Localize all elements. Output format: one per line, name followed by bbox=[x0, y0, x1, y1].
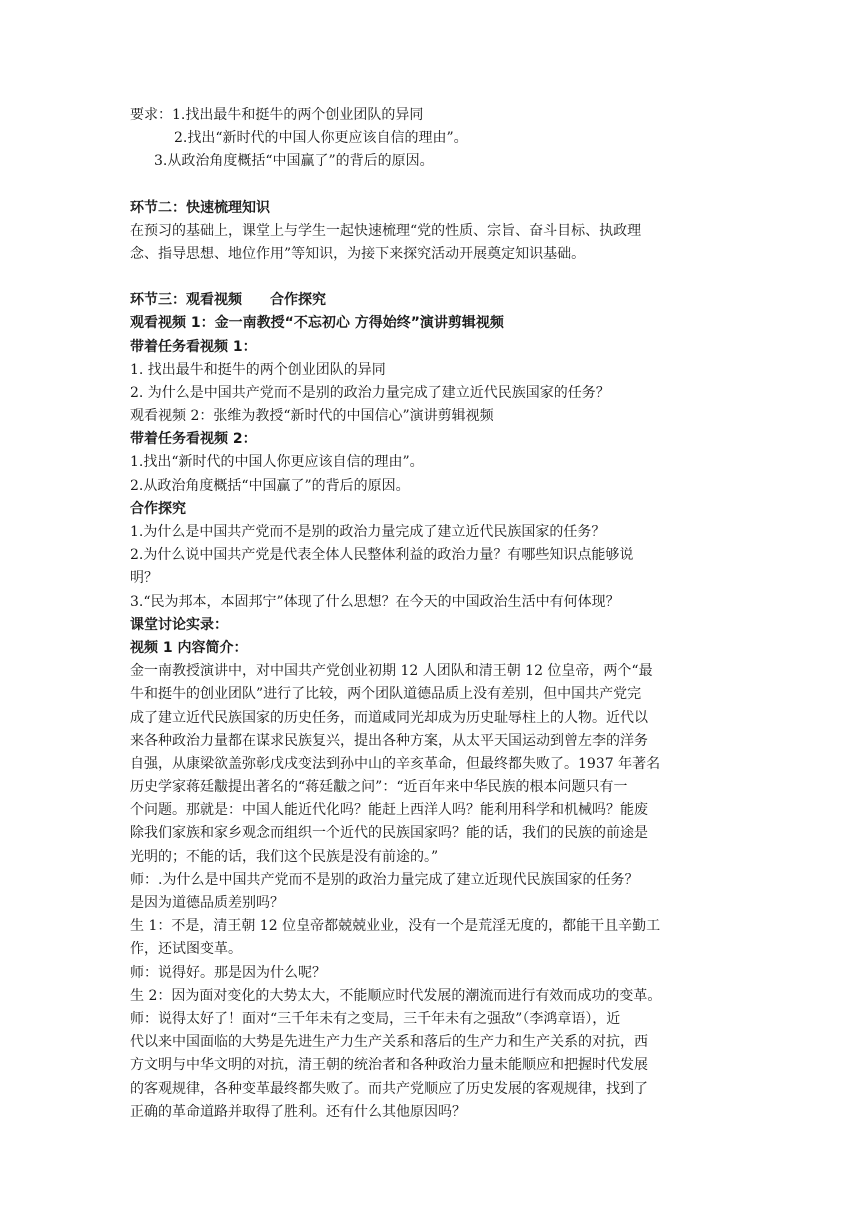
coop-item: 2.为什么说中国共产党是代表全体人民整体利益的政治力量？有哪些知识点能够说 bbox=[130, 547, 634, 564]
requirement-line-3: 3.从政治角度概括“中国赢了”的背后的原因。 bbox=[154, 153, 434, 170]
task1-item: 2. 为什么是中国共产党而不是别的政治力量完成了建立近代民族国家的任务？ bbox=[130, 384, 610, 401]
summary-line: 成了建立近代民族国家的历史任务，而道咸同光却成为历史耻辱柱上的人物。近代以 bbox=[130, 709, 648, 726]
task2-item: 2.从政治角度概括“中国赢了”的背后的原因。 bbox=[130, 477, 410, 494]
dialogue-line: 是因为道德品质差别吗？ bbox=[130, 895, 284, 911]
summary-line: 来各种政治力量都在谋求民族复兴，提出各种方案，从太平天国运动到曾左李的洋务 bbox=[130, 732, 648, 749]
section2-paragraph-line-1: 在预习的基础上，课堂上与学生一起快速梳理“党的性质、宗旨、奋斗目标、执政理 bbox=[130, 222, 642, 239]
section3-title: 环节三：观看视频 合作探究 bbox=[130, 292, 326, 309]
coop-item: 3.“民为邦本，本固邦宁”体现了什么思想？在今天的中国政治生活中有何体现？ bbox=[130, 593, 620, 610]
coop-item: 明？ bbox=[130, 570, 158, 587]
video2-title: 观看视频 2：张维为教授“新时代的中国信心”演讲剪辑视频 bbox=[130, 408, 494, 425]
summary-line: 金一南教授演讲中，对中国共产党创业初期 12 人团队和清王朝 12 位皇帝，两个“最 bbox=[130, 663, 653, 680]
task2-item: 1.找出“新时代的中国人你更应该自信的理由”。 bbox=[130, 454, 424, 471]
summary-line: 自强，从康梁欲盖弥彰戊戌变法到孙中山的辛亥革命，但最终都失败了。1937 年著名 bbox=[130, 755, 661, 772]
spacer bbox=[130, 266, 730, 289]
spacer bbox=[130, 174, 730, 197]
document-page bbox=[130, 104, 730, 1124]
summary-line: 光明的；不能的话，我们这个民族是没有前途的。” bbox=[130, 848, 439, 865]
requirement-line-2: 2.找出“新时代的中国人你更应该自信的理由”。 bbox=[174, 130, 468, 147]
summary-line: 个问题。那就是：中国人能近代化吗？能赶上西洋人吗？能利用科学和机械吗？能废 bbox=[130, 802, 648, 819]
dialogue-line: 方文明与中华文明的对抗，清王朝的统治者和各种政治力量未能顺应和把握时代发展 bbox=[130, 1057, 648, 1074]
requirement-line-1: 要求：1.找出最牛和挺牛的两个创业团队的异同 bbox=[130, 107, 424, 123]
dialogue-line: 代以来中国面临的大势是先进生产力生产关系和落后的生产力和生产关系的对抗，西 bbox=[130, 1034, 648, 1051]
coop-item: 1.为什么是中国共产党而不是别的政治力量完成了建立近代民族国家的任务？ bbox=[130, 524, 606, 540]
summary-line: 历史学家蒋廷黻提出著名的“蒋廷黻之问”：“近百年来中华民族的根本问题只有一 bbox=[130, 779, 628, 796]
coop-heading: 合作探究 bbox=[130, 500, 186, 517]
task2-heading: 带着任务看视频 2： bbox=[130, 431, 257, 448]
dialogue-line: 作，还试图变革。 bbox=[130, 941, 242, 958]
dialogue-line: 生 1：不是，清王朝 12 位皇帝都兢兢业业，没有一个是荒淫无度的，都能干且辛勤工 bbox=[130, 918, 661, 935]
dialogue-line: 的客观规律，各种变革最终都失败了。而共产党顺应了历史发展的客观规律，找到了 bbox=[130, 1080, 648, 1097]
dialogue-line: 正确的革命道路并取得了胜利。还有什么其他原因吗？ bbox=[130, 1103, 466, 1120]
dialogue-line: 师：说得太好了！面对“三千年未有之变局，三千年未有之强敌”（李鸿章语），近 bbox=[130, 1010, 621, 1027]
video1-summary-heading: 视频 1 内容简介： bbox=[130, 639, 248, 656]
task1-heading: 带着任务看视频 1： bbox=[130, 338, 257, 355]
dialogue-line: 生 2：因为面对变化的大势太大，不能顺应时代发展的潮流而进行有效而成功的变革。 bbox=[130, 987, 662, 1004]
dialogue-line: 师：.为什么是中国共产党而不是别的政治力量完成了建立近现代民族国家的任务？ bbox=[130, 871, 639, 888]
video1-title: 观看视频 1：金一南教授“不忘初心 方得始终”演讲剪辑视频 bbox=[130, 315, 504, 332]
summary-line: 除我们家族和家乡观念而组织一个近代的民族国家吗？能的话，我们的民族的前途是 bbox=[130, 825, 648, 842]
summary-line: 牛和挺牛的创业团队”进行了比较，两个团队道德品质上没有差别，但中国共产党完 bbox=[130, 686, 642, 703]
record-heading: 课堂讨论实录： bbox=[130, 616, 228, 633]
task1-item: 1. 找出最牛和挺牛的两个创业团队的异同 bbox=[130, 361, 386, 378]
dialogue-line: 师：说得好。那是因为什么呢？ bbox=[130, 964, 326, 981]
section2-title: 环节二：快速梳理知识 bbox=[130, 199, 270, 216]
section2-paragraph-line-2: 念、指导思想、地位作用”等知识，为接下来探究活动开展奠定知识基础。 bbox=[130, 245, 586, 262]
